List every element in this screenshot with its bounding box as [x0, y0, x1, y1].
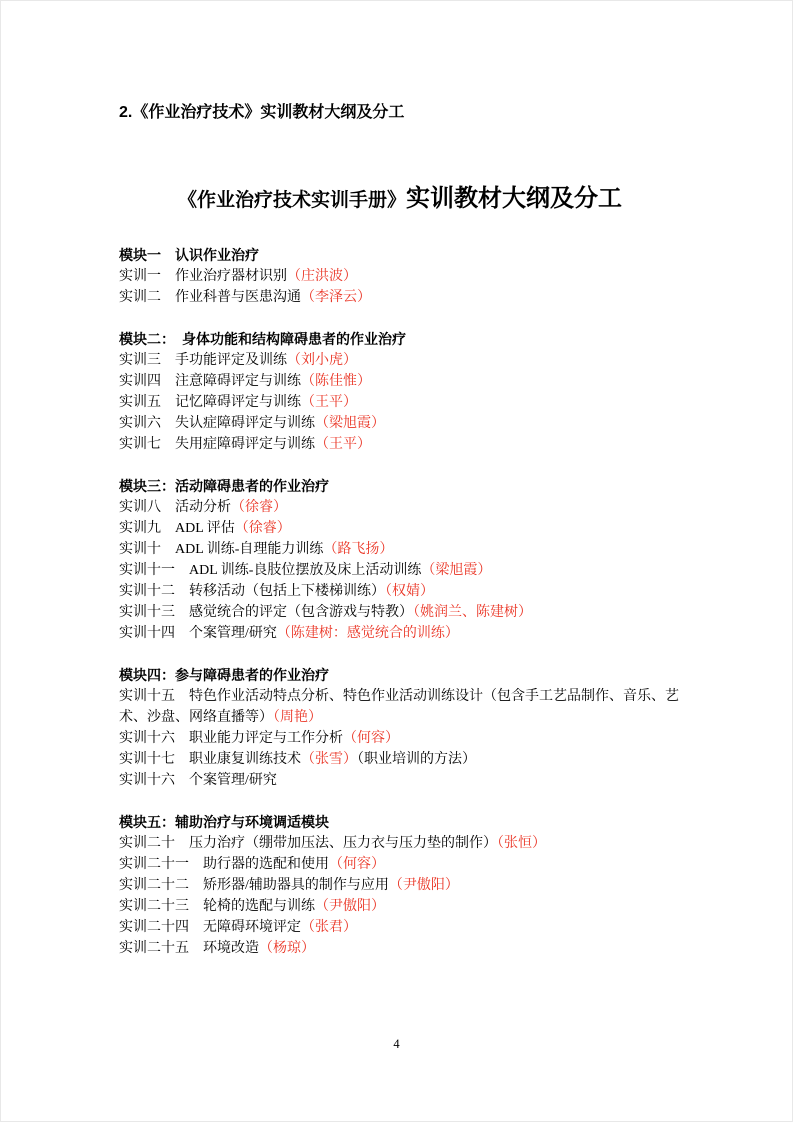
training-item [119, 896, 681, 917]
assignee-name: （何容） [343, 731, 399, 746]
assignee-name: （庄洪波） [287, 269, 357, 284]
module-4 [119, 665, 681, 791]
assignee-name: （杨琼） [259, 941, 315, 956]
item-text: 实训十 ADL 训练-自理能力训练 [119, 542, 324, 557]
assignee-name: （王平） [315, 437, 371, 452]
module-heading: 模块三：活动障碍患者的作业治疗 [119, 478, 329, 494]
item-text: 实训十六 个案管理/研究 [119, 773, 277, 788]
assignee-name: （梁旭霞） [315, 416, 385, 431]
training-item [119, 287, 681, 308]
item-text: 实训二十一 助行器的选配和使用 [119, 857, 329, 872]
assignee-name: （徐睿） [234, 521, 291, 536]
assignee-name: （陈建树：感觉统合的训练） [276, 626, 459, 641]
module-5 [119, 812, 681, 959]
training-item [119, 371, 681, 392]
training-item [119, 434, 681, 455]
item-text: 实训一 作业治疗器材识别 [119, 269, 287, 284]
document-title [119, 184, 681, 217]
assignee-name: （王平） [301, 395, 357, 410]
item-text: 实训十七 职业康复训练技术 [119, 752, 301, 767]
module-3 [119, 476, 681, 644]
training-item [119, 833, 681, 854]
item-text: 实训二十五 环境改造 [119, 941, 259, 956]
assignee-name: （何容） [329, 857, 385, 872]
item-text: 实训二十四 无障碍环境评定 [119, 920, 301, 935]
modules [119, 245, 681, 959]
training-item [119, 560, 681, 581]
item-text: 实训七 失用症障碍评定与训练 [119, 437, 315, 452]
training-item [119, 686, 681, 728]
training-item [119, 518, 681, 539]
module-heading: 模块一 认识作业治疗 [119, 247, 259, 263]
item-text: 实训五 记忆障碍评定与训练 [119, 395, 301, 410]
training-item [119, 497, 681, 518]
assignee-name: （周艳） [273, 710, 322, 725]
document-content [119, 102, 681, 959]
document-title-book-name: 《作业治疗技术实训手册》 [177, 190, 406, 211]
module-1 [119, 245, 681, 308]
assignee-name: （路飞扬） [323, 542, 394, 557]
training-item [119, 392, 681, 413]
training-item [119, 749, 681, 770]
training-item [119, 728, 681, 749]
assignee-name: （姚润兰、陈建树） [413, 605, 532, 620]
item-text: 实训八 活动分析 [119, 500, 231, 515]
training-item [119, 350, 681, 371]
item-text: 实训三 手功能评定及训练 [119, 353, 287, 368]
training-item [119, 602, 681, 623]
item-text: 实训十五 特色作业活动特点分析、特色作业活动训练设计（包含手工艺品制作、音乐、艺术、沙盘、网络直播等） [119, 689, 679, 725]
item-text: 实训二十三 轮椅的选配与训练 [119, 899, 315, 914]
training-item [119, 854, 681, 875]
item-text: 实训六 失认症障碍评定与训练 [119, 416, 315, 431]
assignee-name: （梁旭霞） [421, 563, 492, 578]
page-number: 4 [393, 1037, 400, 1051]
assignee-name: （刘小虎） [287, 353, 357, 368]
item-text: 实训二十 压力治疗（绷带加压法、压力衣与压力垫的制作） [119, 836, 497, 851]
training-item [119, 539, 681, 560]
item-text: 实训十四 个案管理/研究 [119, 626, 277, 641]
assignee-name: （李泽云） [301, 290, 371, 305]
item-text: 实训十一 ADL 训练-良肢位摆放及床上活动训练 [119, 563, 422, 578]
assignee-name: （张恒） [497, 836, 546, 851]
training-item [119, 938, 681, 959]
module-heading: 模块五：辅助治疗与环境调适模块 [119, 814, 329, 830]
assignee-name: （陈佳惟） [301, 374, 371, 389]
item-text: 实训四 注意障碍评定与训练 [119, 374, 301, 389]
assignee-name: （张雪） [301, 752, 357, 767]
assignee-name: （徐睿） [231, 500, 287, 515]
assignee-name: （尹傲阳） [388, 878, 459, 893]
item-text: 实训十六 职业能力评定与工作分析 [119, 731, 343, 746]
assignee-name: （权婧） [385, 584, 434, 599]
training-item [119, 770, 681, 791]
assignee-name: （张君） [301, 920, 357, 935]
training-item [119, 581, 681, 602]
module-heading: 模块四：参与障碍患者的作业治疗 [119, 667, 329, 683]
item-text: 实训二 作业科普与医患沟通 [119, 290, 301, 305]
training-item [119, 917, 681, 938]
item-text: 实训二十二 矫形器/辅助器具的制作与应用 [119, 878, 389, 893]
module-2 [119, 329, 681, 455]
assignee-name: （尹傲阳） [315, 899, 385, 914]
section-heading: 2.《作业治疗技术》实训教材大纲及分工 [119, 104, 405, 121]
item-text: （职业培训的方法） [357, 752, 476, 767]
item-text: 实训十三 感觉统合的评定（包含游戏与特教） [119, 605, 413, 620]
item-text: 实训九 ADL 评估 [119, 521, 235, 536]
training-item [119, 413, 681, 434]
module-heading: 模块二： 身体功能和结构障碍患者的作业治疗 [119, 331, 406, 347]
document-title-suffix: 实训教材大纲及分工 [406, 185, 622, 212]
training-item [119, 266, 681, 287]
training-item [119, 875, 681, 896]
training-item [119, 623, 681, 644]
item-text: 实训十二 转移活动（包括上下楼梯训练） [119, 584, 385, 599]
